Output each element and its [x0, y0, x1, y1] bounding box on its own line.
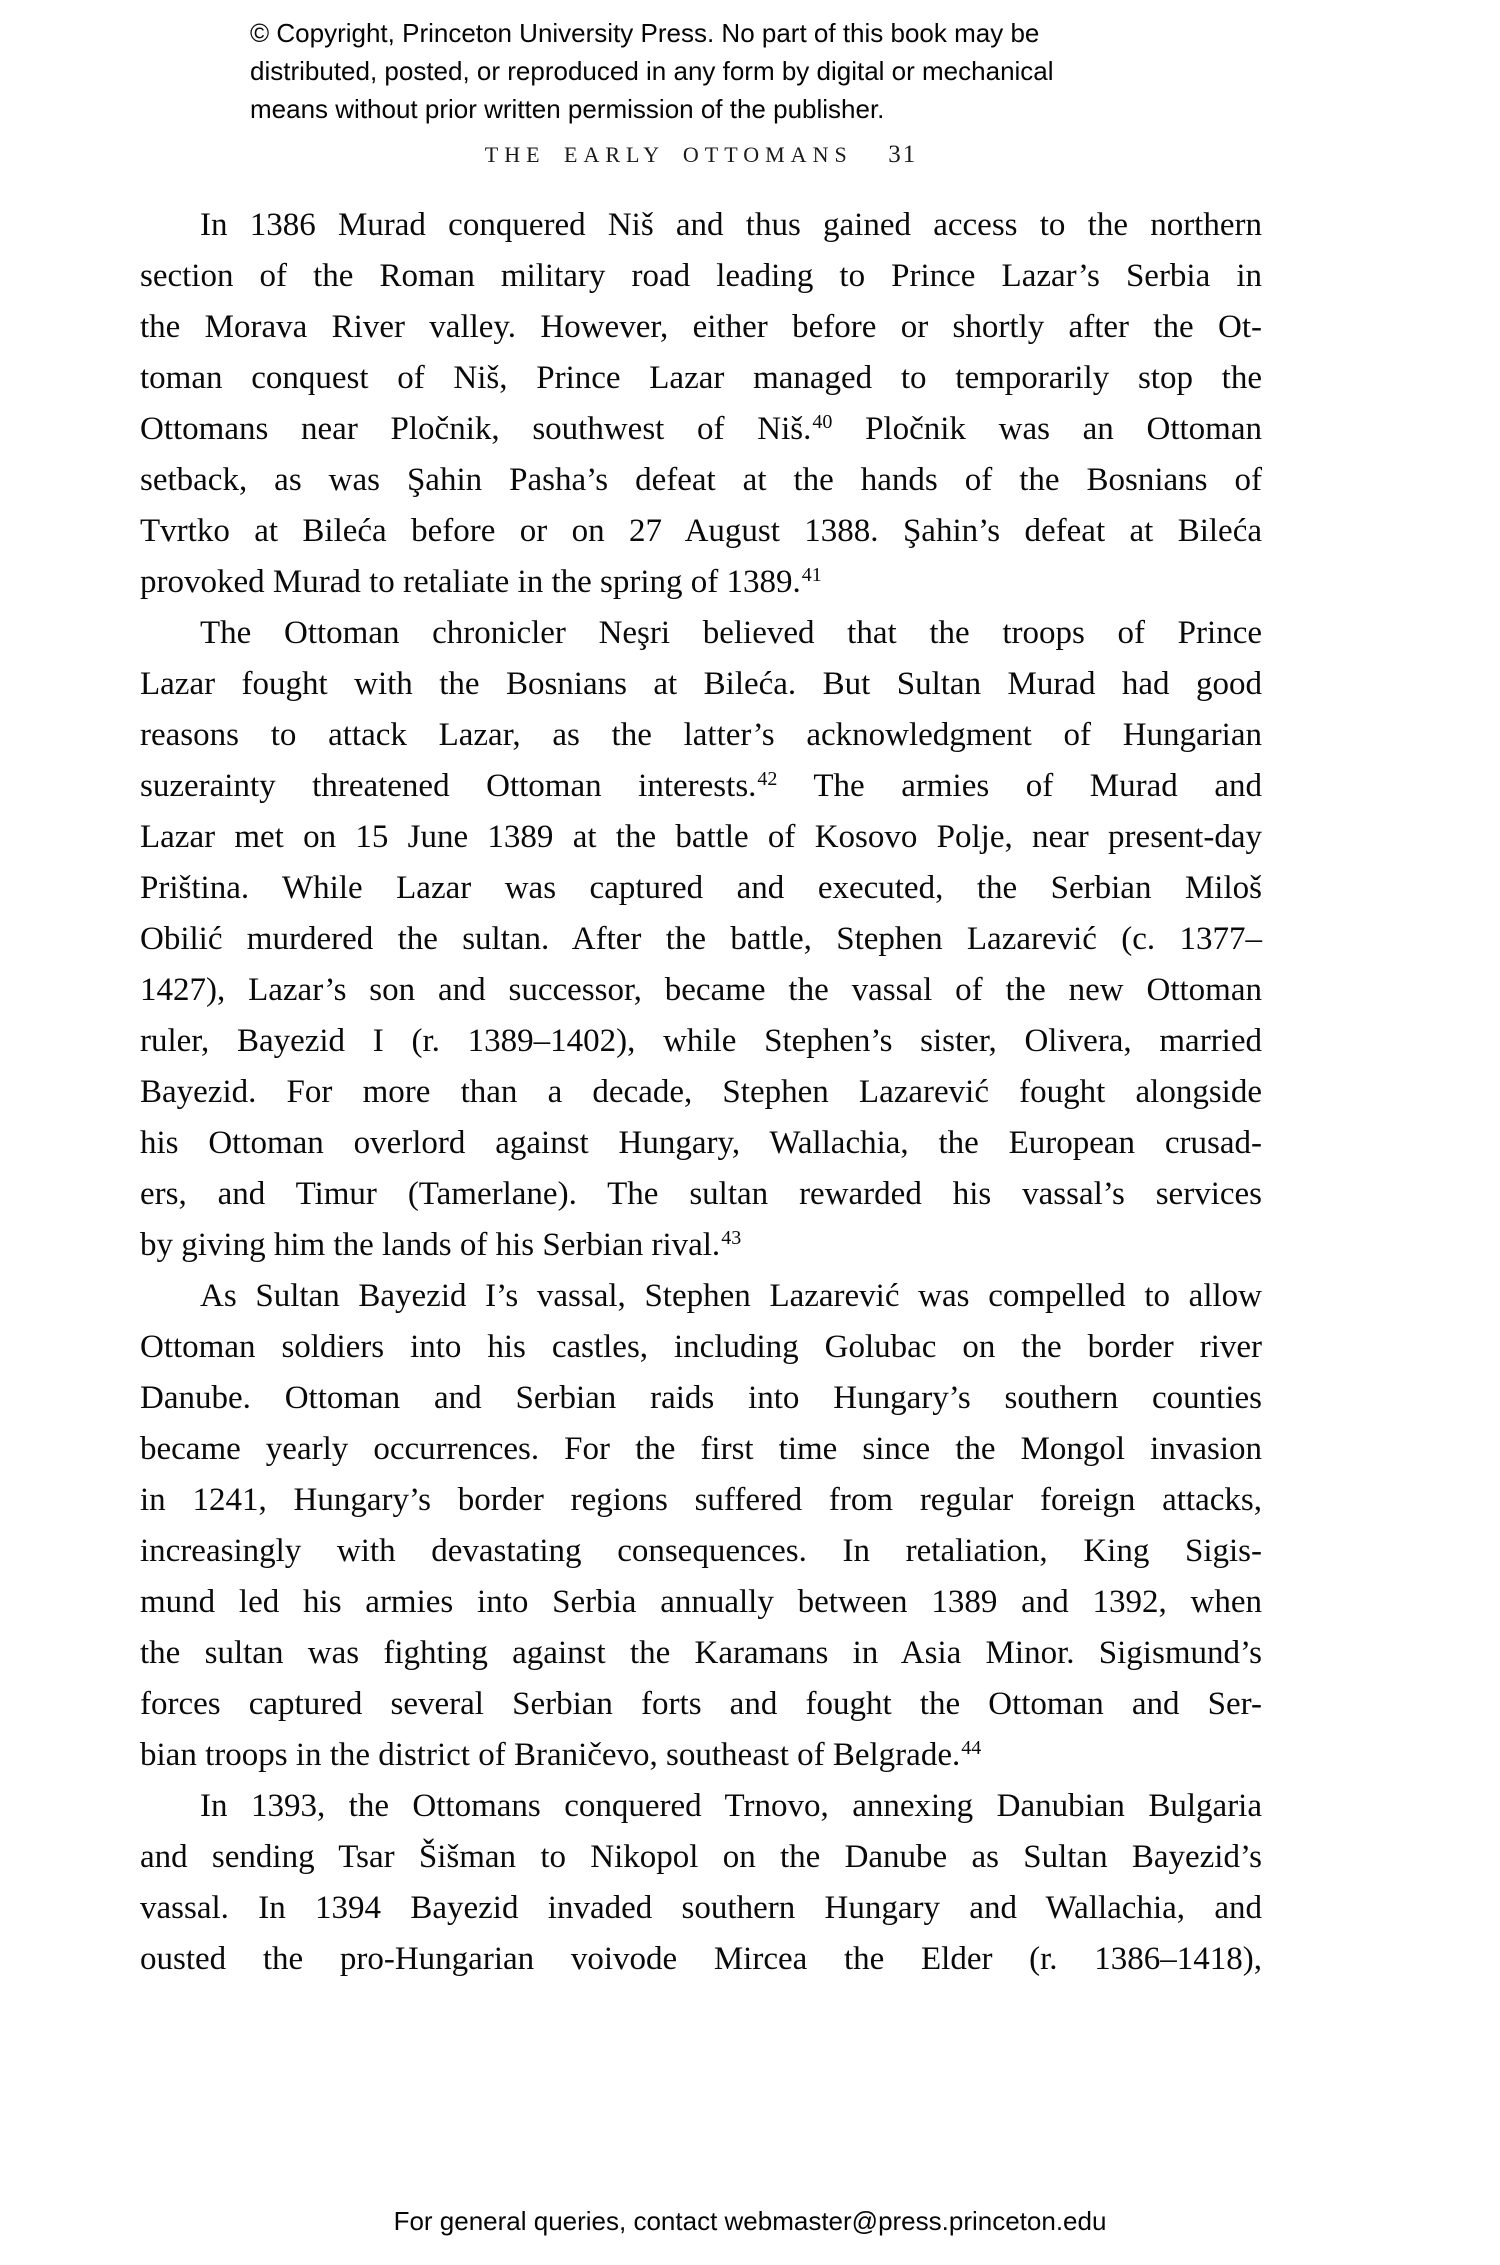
- footnote-ref-44: 44: [961, 1737, 982, 1759]
- text-segment: suzerainty threatened Ottoman interests.: [140, 768, 757, 804]
- copyright-notice: [250, 14, 1210, 128]
- text-line: [140, 1271, 1262, 1322]
- text-line: [140, 455, 1262, 506]
- text-segment: the sultan was fighting against the Karamans in Asia Minor. Sigismund’s: [140, 1635, 1262, 1671]
- text-segment: reasons to attack Lazar, as the latter’s acknowledgment of Hungarian: [140, 717, 1262, 753]
- paragraph: [140, 200, 1262, 608]
- text-segment: bian troops in the district of Braničevo, southeast of Belgrade.: [140, 1737, 961, 1773]
- text-segment: and sending Tsar Šišman to Nikopol on the Danube as Sultan Bayezid’s: [140, 1839, 1262, 1875]
- footnote-ref-42: 42: [757, 768, 778, 790]
- footnote-ref-40: 40: [812, 411, 833, 433]
- text-line: [140, 812, 1262, 863]
- footnote-ref-41: 41: [801, 564, 822, 586]
- text-line: [140, 1934, 1262, 1985]
- text-line: [140, 506, 1262, 557]
- text-segment: Obilić murdered the sultan. After the battle, Stephen Lazarević (c. 1377–: [140, 921, 1262, 957]
- text-line: [140, 710, 1262, 761]
- text-segment: became yearly occurrences. For the first time since the Mongol invasion: [140, 1431, 1262, 1467]
- text-line: [140, 608, 1262, 659]
- text-line: [140, 1628, 1262, 1679]
- text-segment: In 1386 Murad conquered Niš and thus gained access to the northern: [200, 207, 1262, 243]
- page-number: 31: [888, 141, 918, 168]
- text-segment: mund led his armies into Serbia annually between 1389 and 1392, when: [140, 1584, 1262, 1620]
- copyright-line: distributed, posted, or reproduced in any form by digital or mechanical: [250, 56, 1054, 86]
- running-header-title: THE EARLY OTTOMANS: [484, 142, 853, 167]
- text-segment: The Ottoman chronicler Neşri believed that the troops of Prince: [200, 615, 1262, 651]
- copyright-line: © Copyright, Princeton University Press. No part of this book may be: [250, 18, 1040, 48]
- text-line: [140, 761, 1262, 812]
- text-line: [140, 1730, 1262, 1781]
- text-segment: Ottomans near Pločnik, southwest of Niš.: [140, 411, 812, 447]
- text-segment: Bayezid. For more than a decade, Stephen Lazarević fought alongside: [140, 1074, 1262, 1110]
- text-line: [140, 1424, 1262, 1475]
- text-line: [140, 251, 1262, 302]
- text-line: [140, 1781, 1262, 1832]
- text-segment: increasingly with devastating consequences. In retaliation, King Sigis-: [140, 1533, 1262, 1569]
- text-line: [140, 1067, 1262, 1118]
- text-line: [140, 1577, 1262, 1628]
- text-segment: vassal. In 1394 Bayezid invaded southern Hungary and Wallachia, and: [140, 1890, 1262, 1926]
- running-header: [140, 141, 1262, 169]
- body-text: [140, 200, 1262, 1985]
- text-segment: toman conquest of Niš, Prince Lazar managed to temporarily stop the: [140, 360, 1262, 396]
- text-line: [140, 1832, 1262, 1883]
- text-segment: ousted the pro-Hungarian voivode Mircea the Elder (r. 1386–1418),: [140, 1941, 1262, 1977]
- text-segment: In 1393, the Ottomans conquered Trnovo, annexing Danubian Bulgaria: [200, 1788, 1262, 1824]
- text-segment: Tvrtko at Bileća before or on 27 August 1388. Şahin’s defeat at Bileća: [140, 513, 1262, 549]
- paragraph: [140, 608, 1262, 1271]
- text-segment: The armies of Murad and: [777, 768, 1262, 804]
- text-line: [140, 1016, 1262, 1067]
- text-segment: As Sultan Bayezid I’s vassal, Stephen Lazarević was compelled to allow: [200, 1278, 1262, 1314]
- paragraph: [140, 1781, 1262, 1985]
- text-line: [140, 1322, 1262, 1373]
- text-line: [140, 863, 1262, 914]
- text-segment: provoked Murad to retaliate in the spring of 1389.: [140, 564, 801, 600]
- text-segment: in 1241, Hungary’s border regions suffered from regular foreign attacks,: [140, 1482, 1262, 1518]
- text-line: [140, 1475, 1262, 1526]
- text-segment: Ottoman soldiers into his castles, including Golubac on the border river: [140, 1329, 1262, 1365]
- text-line: [140, 404, 1262, 455]
- paragraph: [140, 1271, 1262, 1781]
- text-line: [140, 1526, 1262, 1577]
- text-line: [140, 1883, 1262, 1934]
- text-segment: section of the Roman military road leading to Prince Lazar’s Serbia in: [140, 258, 1262, 294]
- text-segment: 1427), Lazar’s son and successor, became the vassal of the new Ottoman: [140, 972, 1262, 1008]
- text-segment: Lazar fought with the Bosnians at Bileća. But Sultan Murad had good: [140, 666, 1262, 702]
- text-segment: setback, as was Şahin Pasha’s defeat at the hands of the Bosnians of: [140, 462, 1262, 498]
- text-line: [140, 353, 1262, 404]
- text-line: [140, 1373, 1262, 1424]
- text-line: [140, 302, 1262, 353]
- text-segment: Pločnik was an Ottoman: [832, 411, 1263, 447]
- text-segment: Danube. Ottoman and Serbian raids into Hungary’s southern counties: [140, 1380, 1262, 1416]
- text-segment: his Ottoman overlord against Hungary, Wallachia, the European crusad-: [140, 1125, 1262, 1161]
- copyright-line: means without prior written permission of the publisher.: [250, 94, 885, 124]
- text-line: [140, 200, 1262, 251]
- footnote-ref-43: 43: [721, 1227, 742, 1249]
- footer-queries-line: For general queries, contact webmaster@press.princeton.edu: [393, 2206, 1107, 2236]
- text-segment: the Morava River valley. However, either before or shortly after the Ot-: [140, 309, 1262, 345]
- text-line: [140, 659, 1262, 710]
- text-line: [140, 965, 1262, 1016]
- text-line: [140, 1220, 1262, 1271]
- text-segment: by giving him the lands of his Serbian rival.: [140, 1227, 721, 1263]
- text-segment: ers, and Timur (Tamerlane). The sultan rewarded his vassal’s services: [140, 1176, 1262, 1212]
- text-line: [140, 1169, 1262, 1220]
- text-segment: Lazar met on 15 June 1389 at the battle of Kosovo Polje, near present-day: [140, 819, 1262, 855]
- text-line: [140, 1679, 1262, 1730]
- text-line: [140, 557, 1262, 608]
- text-segment: forces captured several Serbian forts and fought the Ottoman and Ser-: [140, 1686, 1262, 1722]
- text-line: [140, 1118, 1262, 1169]
- text-line: [140, 914, 1262, 965]
- text-segment: Priština. While Lazar was captured and executed, the Serbian Miloš: [140, 870, 1262, 906]
- text-segment: ruler, Bayezid I (r. 1389–1402), while Stephen’s sister, Olivera, married: [140, 1023, 1262, 1059]
